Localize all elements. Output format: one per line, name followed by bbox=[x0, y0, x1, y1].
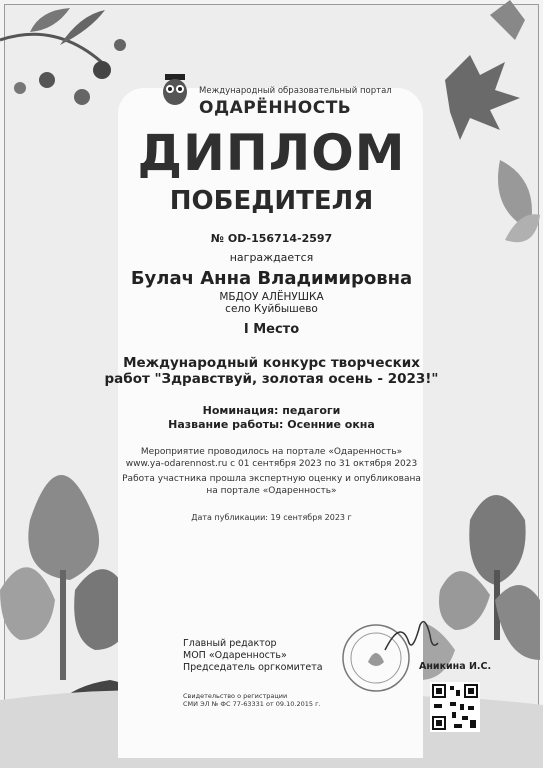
owl-logo-icon bbox=[160, 72, 190, 108]
recipient-name: Булач Анна Владимировна bbox=[130, 268, 413, 289]
publication-date: Дата публикации: 19 сентября 2023 г bbox=[191, 513, 352, 522]
signatory-line-3: Председатель оргкомитета bbox=[183, 662, 323, 673]
contest-line-2: работ "Здравствуй, золотая осень - 2023!" bbox=[104, 371, 439, 387]
signature-icon bbox=[380, 615, 440, 660]
diploma-number: № OD-156714-2597 bbox=[210, 232, 333, 245]
diploma-subtitle: ПОБЕДИТЕЛЯ bbox=[169, 186, 374, 216]
tree-icon bbox=[0, 475, 135, 680]
maple-leaf-icon bbox=[445, 0, 525, 140]
review-info bbox=[0, 473, 543, 497]
organization: МБДОУ АЛЁНУШКА bbox=[219, 291, 324, 303]
contest-name bbox=[0, 355, 543, 387]
cert-line-1: Свидетельство о регистрации bbox=[183, 692, 288, 700]
review-line-1: Работа участника прошла экспертную оценку и опубликована bbox=[122, 474, 421, 484]
signatory-line-2: МОП «Одаренность» bbox=[183, 650, 287, 661]
city: село Куйбышево bbox=[225, 303, 318, 315]
work-title: Название работы: Осенние окна bbox=[168, 418, 375, 431]
signatory-line-1: Главный редактор bbox=[183, 638, 277, 649]
registration-info bbox=[183, 692, 321, 708]
berry-branch-icon bbox=[0, 8, 126, 105]
signatory-name: Аникина И.С. bbox=[419, 661, 492, 672]
event-line-1: Мероприятие проводилось на портале «Одаренность» bbox=[140, 447, 403, 457]
portal-caption: Международный образовательный портал bbox=[199, 86, 392, 96]
nomination: Номинация: педагоги bbox=[202, 404, 341, 417]
rank: I Место bbox=[243, 322, 300, 337]
awarded-label: награждается bbox=[229, 251, 314, 264]
cert-line-2: СМИ ЭЛ № ФС 77-63331 от 09.10.2015 г. bbox=[183, 700, 321, 708]
event-info bbox=[0, 446, 543, 470]
portal-name: ОДАРЁННОСТЬ bbox=[199, 98, 352, 118]
review-line-2: на портале «Одаренность» bbox=[206, 486, 337, 496]
diploma-title: ДИПЛОМ bbox=[137, 124, 406, 182]
signatory-block bbox=[183, 638, 323, 674]
contest-line-1: Международный конкурс творческих bbox=[123, 355, 420, 371]
qr-code-icon[interactable] bbox=[430, 682, 480, 732]
event-line-2: www.ya-odarennost.ru с 01 сентября 2023 по 31 октября 2023 bbox=[125, 459, 418, 469]
